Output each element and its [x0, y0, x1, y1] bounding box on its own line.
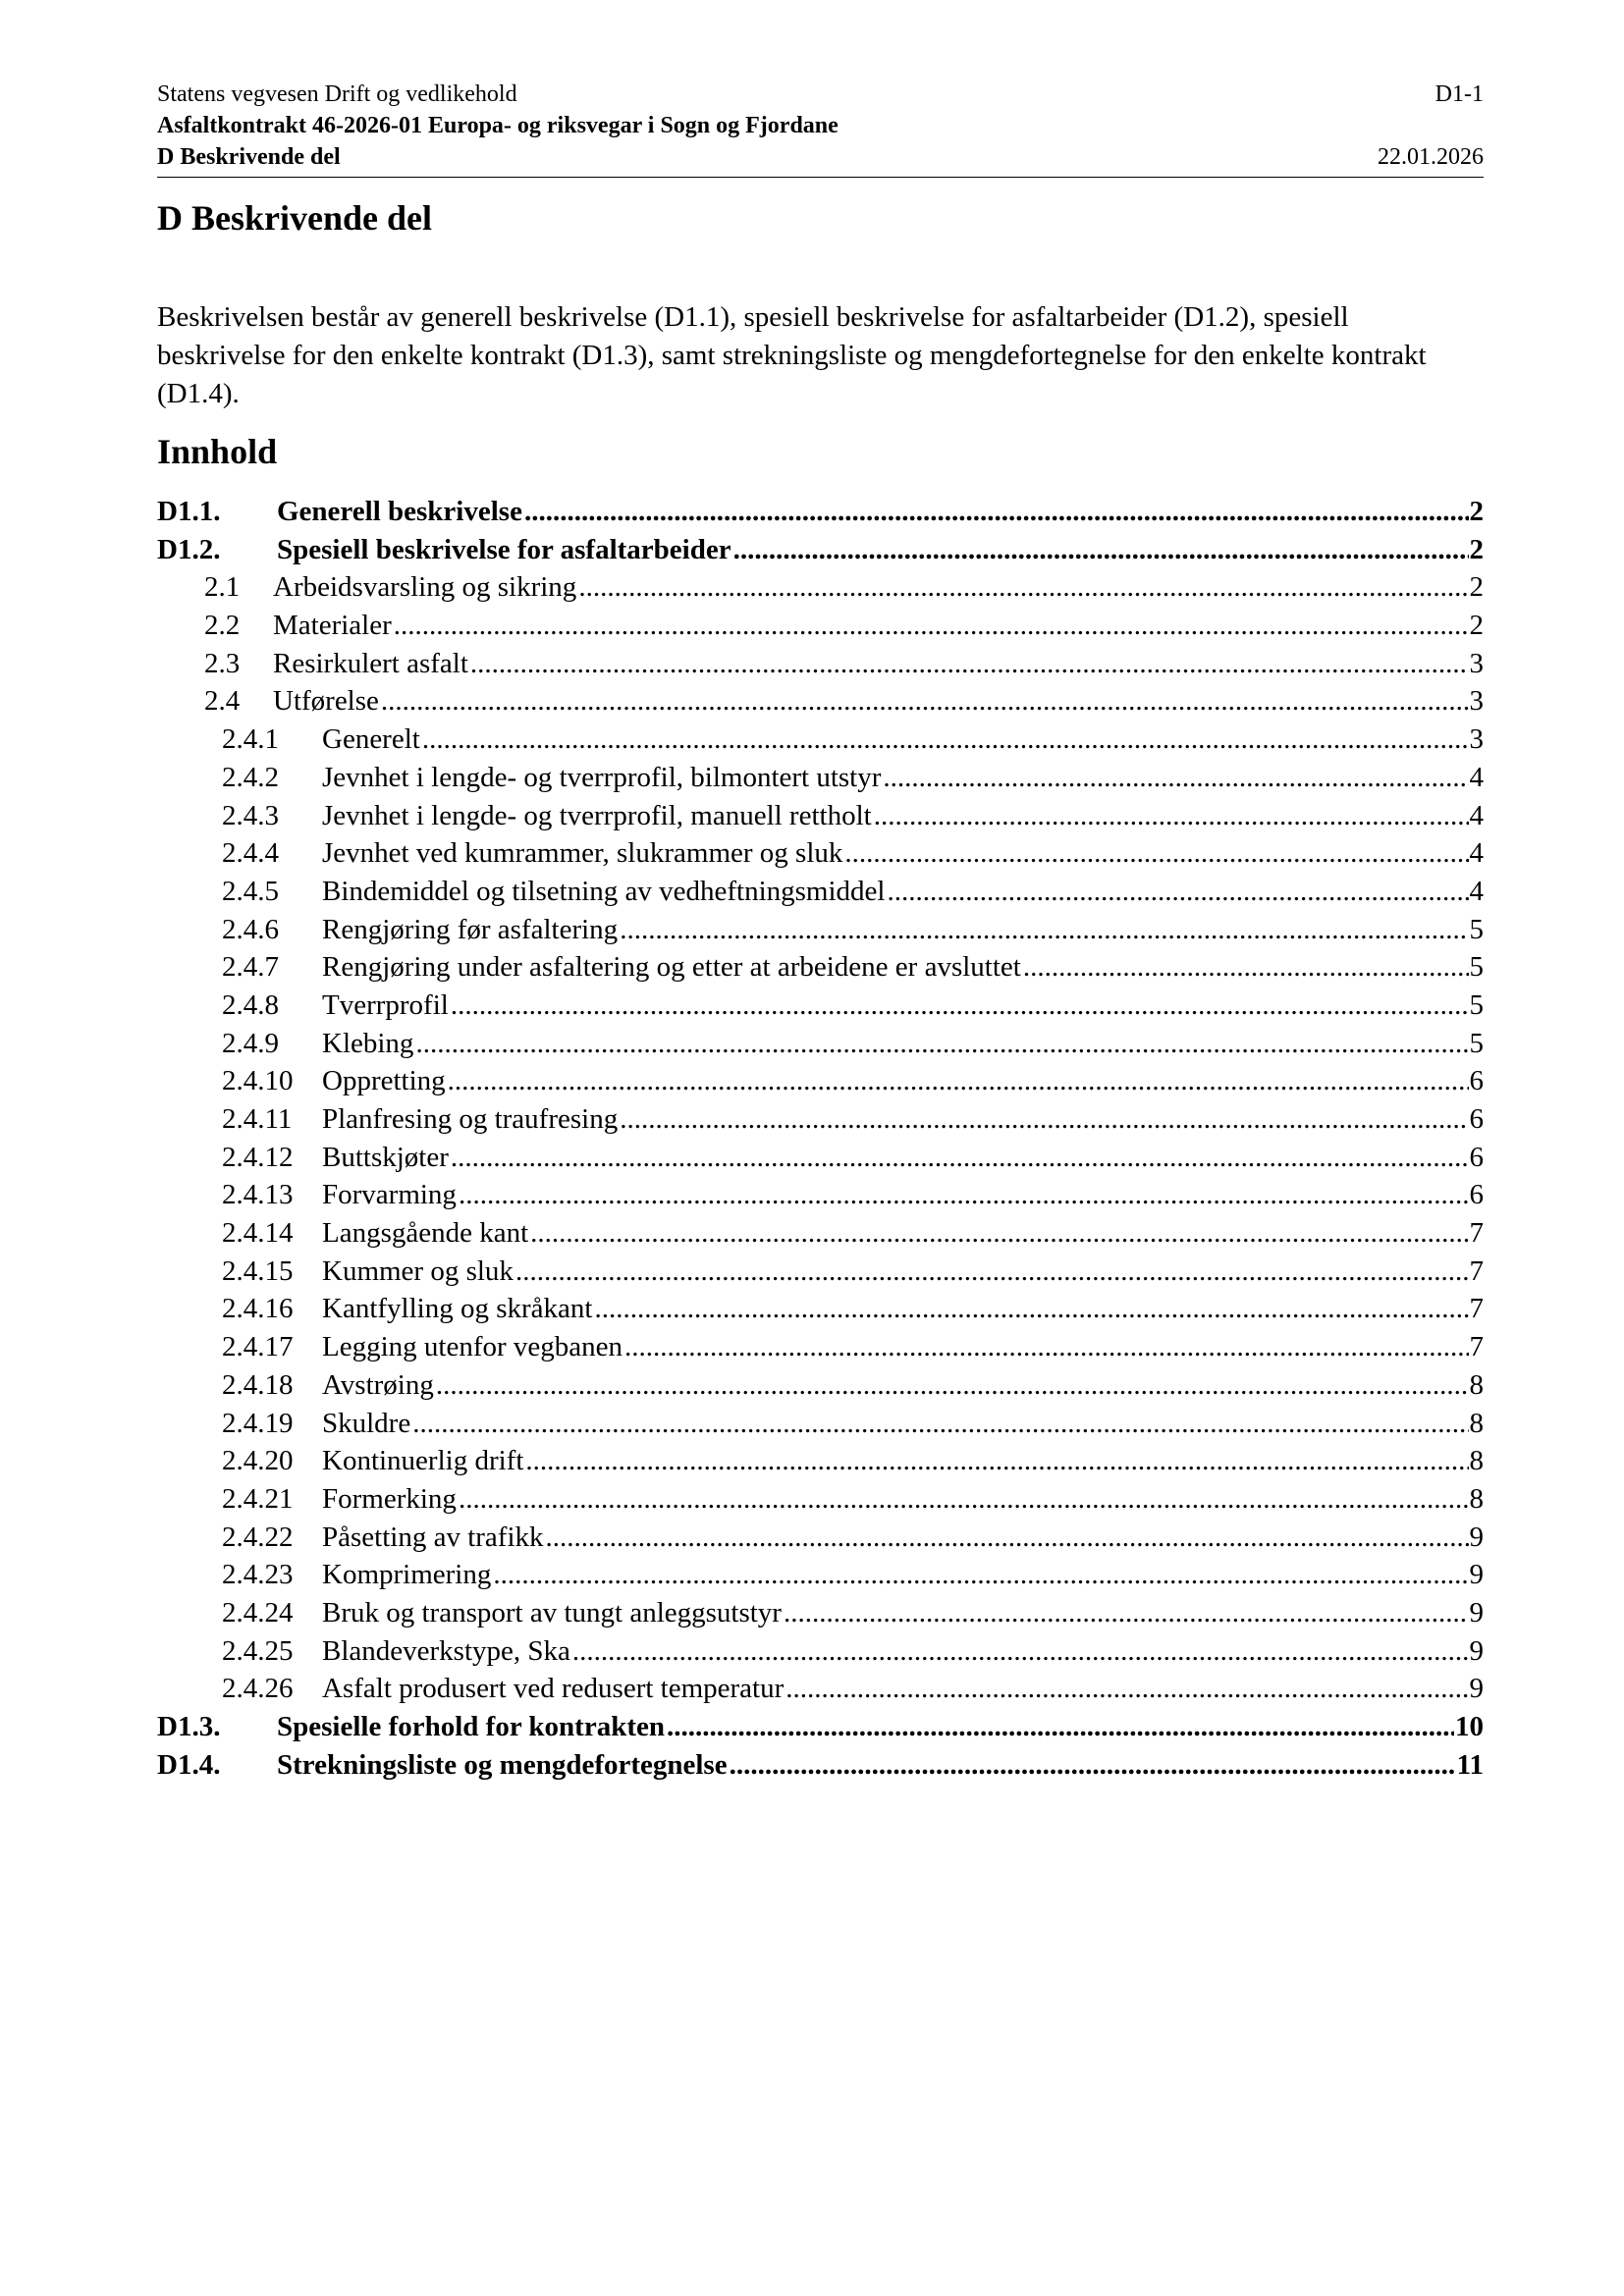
toc-entry-title: Skuldre	[322, 1407, 411, 1439]
toc-entry[interactable]	[157, 1100, 1484, 1139]
toc-dot-leader	[578, 568, 1468, 606]
toc-entry[interactable]	[157, 1366, 1484, 1405]
toc-entry-title: Kummer og sluk	[322, 1255, 514, 1287]
toc-dot-leader	[412, 1405, 1468, 1442]
toc-entry-page: 4	[1469, 761, 1484, 793]
header-contract: Asfaltkontrakt 46-2026-01 Europa- og riksvegar i Sogn og Fjordane	[157, 113, 839, 138]
toc-entry[interactable]	[157, 1746, 1484, 1785]
toc-entry-number: 2.4.11	[222, 1103, 293, 1135]
toc-entry-title: Rengjøring under asfaltering og etter at arbeidene er avsluttet	[322, 951, 1021, 984]
toc-entry-number: 2.4.22	[222, 1521, 294, 1553]
toc-entry-line	[322, 1594, 1484, 1631]
toc-entry-number: 2.4.6	[222, 913, 279, 945]
toc-entry-page: 8	[1469, 1407, 1484, 1439]
toc-entry[interactable]	[157, 1062, 1484, 1100]
toc-entry[interactable]	[157, 645, 1484, 683]
toc-entry-page: 2	[1469, 610, 1484, 642]
toc-entry-title: Asfalt produsert ved redusert temperatur	[322, 1673, 785, 1705]
toc-entry-line	[273, 607, 1484, 644]
toc-entry-number: 2.4.19	[222, 1407, 294, 1439]
toc-entry-line	[322, 873, 1484, 910]
header-row-2	[157, 110, 1484, 141]
toc-entry-page: 5	[1469, 1027, 1484, 1059]
toc-dot-leader	[572, 1632, 1469, 1670]
toc-entry-number: 2.4.25	[222, 1634, 294, 1667]
toc-entry-title: Materialer	[273, 610, 392, 642]
toc-dot-leader	[422, 721, 1469, 758]
toc-dot-leader	[887, 873, 1468, 910]
toc-entry-title: Kantfylling og skråkant	[322, 1293, 593, 1325]
toc-entry-page: 10	[1455, 1711, 1484, 1742]
toc-entry-number: 2.1	[204, 571, 241, 604]
toc-dot-leader	[624, 1328, 1468, 1365]
toc-entry-line	[322, 759, 1484, 796]
toc-entry-title: Spesielle forhold for kontrakten	[277, 1711, 665, 1742]
toc-entry[interactable]	[157, 721, 1484, 759]
page-title: D Beskrivende del	[157, 198, 433, 238]
toc-entry-page: 7	[1469, 1217, 1484, 1250]
toc-entry-page: 9	[1469, 1559, 1484, 1591]
toc-entry[interactable]	[157, 911, 1484, 949]
toc-entry[interactable]	[157, 682, 1484, 721]
toc-entry-line	[322, 1025, 1484, 1062]
toc-dot-leader	[546, 1519, 1469, 1556]
toc-entry-number: 2.4.26	[222, 1673, 294, 1705]
intro-paragraph: Beskrivelsen består av generell beskrivelse (D1.1), spesiell beskrivelse for asfaltarbeider (D1.2), spesiell beskrivelse for den enkelte kontrakt (D1.3), samt strekningsliste og mengdefortegnelse for den enkelte kontrakt (D1.4).	[157, 301, 1427, 409]
toc-entry-title: Jevnhet ved kumrammer, slukrammer og sluk	[322, 837, 843, 870]
toc-entry-number: 2.3	[204, 647, 241, 679]
toc-entry-title: Planfresing og traufresing	[322, 1103, 619, 1135]
toc-entry-line	[322, 1556, 1484, 1593]
toc-entry[interactable]	[157, 1290, 1484, 1328]
toc-entry[interactable]	[157, 1556, 1484, 1594]
toc-entry-page: 7	[1469, 1293, 1484, 1325]
toc-entry-title: Buttskjøter	[322, 1141, 449, 1173]
toc-dot-leader	[394, 607, 1469, 644]
toc-entry-page: 9	[1469, 1634, 1484, 1667]
toc-entry-number: 2.4.23	[222, 1559, 294, 1591]
toc-entry-line	[322, 1100, 1484, 1138]
toc-entry-page: 6	[1469, 1065, 1484, 1097]
toc-entry-page: 2	[1469, 533, 1484, 565]
toc-entry[interactable]	[157, 1253, 1484, 1291]
toc-dot-leader	[448, 1062, 1469, 1099]
toc-entry-number: 2.4.20	[222, 1445, 294, 1477]
toc-entry-line	[277, 493, 1484, 530]
toc-entry-number: 2.4.10	[222, 1065, 294, 1097]
toc-dot-leader	[785, 1670, 1468, 1707]
toc-entry-line	[322, 1366, 1484, 1404]
toc-entry-title: Forvarming	[322, 1179, 457, 1211]
toc-entry-line	[322, 1519, 1484, 1556]
header-page-ref: D1-1	[1435, 81, 1484, 107]
toc-entry-title: Jevnhet i lengde- og tverrprofil, bilmontert utstyr	[322, 761, 882, 793]
toc-dot-leader	[525, 1442, 1468, 1479]
toc-entry-number: 2.4.16	[222, 1293, 294, 1325]
toc-entry-number: D1.1.	[157, 496, 221, 527]
toc-entry-number: 2.4	[204, 685, 241, 718]
toc-entry[interactable]	[157, 1328, 1484, 1366]
toc-entry-page: 6	[1469, 1103, 1484, 1135]
toc-entry-page: 5	[1469, 913, 1484, 945]
toc-entry-line	[322, 1214, 1484, 1252]
toc-entry-title: Bruk og transport av tungt anleggsutstyr	[322, 1596, 782, 1629]
toc-entry[interactable]	[157, 987, 1484, 1025]
toc-dot-leader	[730, 1746, 1456, 1784]
toc-entry-page: 9	[1469, 1673, 1484, 1705]
toc-entry-title: Påsetting av trafikk	[322, 1521, 544, 1553]
toc-entry-number: 2.4.21	[222, 1482, 294, 1515]
header-row-3	[157, 141, 1484, 173]
toc-entry-page: 6	[1469, 1141, 1484, 1173]
toc-dot-leader	[620, 1100, 1468, 1138]
toc-dot-leader	[459, 1480, 1469, 1518]
toc-entry-line	[322, 1442, 1484, 1479]
toc-entry-page: 2	[1469, 571, 1484, 604]
toc-entry-page: 6	[1469, 1179, 1484, 1211]
toc-entry-number: 2.4.5	[222, 875, 279, 907]
toc-entry-number: 2.4.8	[222, 988, 279, 1021]
toc-dot-leader	[451, 987, 1469, 1024]
toc-dot-leader	[493, 1556, 1468, 1593]
toc-entry-page: 5	[1469, 951, 1484, 984]
toc-entry-line	[277, 1708, 1484, 1745]
toc-entry-line	[322, 911, 1484, 948]
toc-entry-line	[322, 1328, 1484, 1365]
toc-dot-leader	[844, 834, 1468, 872]
toc-entry-line	[322, 1405, 1484, 1442]
toc-entry[interactable]	[157, 797, 1484, 835]
toc-entry-line	[322, 1480, 1484, 1518]
toc-dot-leader	[784, 1594, 1469, 1631]
toc-entry-title: Formerking	[322, 1482, 457, 1515]
toc-dot-leader	[883, 759, 1468, 796]
toc-entry-page: 3	[1469, 647, 1484, 679]
toc-entry-title: Tverrprofil	[322, 988, 449, 1021]
toc-entry-number: D1.2.	[157, 533, 221, 565]
toc-entry-page: 5	[1469, 988, 1484, 1021]
toc-entry-line	[322, 1139, 1484, 1176]
toc-entry-page: 9	[1469, 1521, 1484, 1553]
toc-entry-number: 2.4.14	[222, 1217, 294, 1250]
toc-entry-number: D1.3.	[157, 1711, 221, 1742]
toc-entry-number: 2.4.2	[222, 761, 279, 793]
toc-dot-leader	[667, 1708, 1454, 1745]
toc-entry-line	[322, 1253, 1484, 1290]
toc-entry-number: 2.2	[204, 610, 241, 642]
toc-entry-page: 3	[1469, 723, 1484, 756]
toc-entry-page: 9	[1469, 1596, 1484, 1629]
toc-entry-line	[322, 1290, 1484, 1327]
toc-entry-line	[322, 1062, 1484, 1099]
toc-entry-line	[277, 1746, 1484, 1784]
toc-entry-number: 2.4.18	[222, 1368, 294, 1401]
header-divider	[157, 177, 1484, 178]
toc-dot-leader	[451, 1139, 1469, 1176]
toc-entry-line	[322, 1176, 1484, 1213]
toc-entry[interactable]	[157, 834, 1484, 873]
toc-entry-title: Klebing	[322, 1027, 414, 1059]
toc-entry-line	[322, 987, 1484, 1024]
toc-dot-leader	[594, 1290, 1468, 1327]
toc-heading: Innhold	[157, 432, 278, 471]
toc-entry-line	[322, 797, 1484, 834]
toc-entry-title: Spesiell beskrivelse for asfaltarbeider	[277, 533, 731, 565]
toc-entry[interactable]	[157, 1480, 1484, 1519]
toc-entry-title: Rengjøring før asfaltering	[322, 913, 619, 945]
toc-entry-title: Langsgående kant	[322, 1217, 529, 1250]
toc-entry-page: 7	[1469, 1331, 1484, 1363]
header-org: Statens vegvesen Drift og vedlikehold	[157, 81, 517, 107]
toc-entry-line	[322, 1670, 1484, 1707]
toc-entry-title: Strekningsliste og mengdefortegnelse	[277, 1748, 728, 1781]
toc-entry[interactable]	[157, 1670, 1484, 1708]
toc-entry-title: Arbeidsvarsling og sikring	[273, 571, 577, 604]
page-header	[157, 79, 1484, 173]
toc-entry-title: Legging utenfor vegbanen	[322, 1331, 623, 1363]
toc-entry[interactable]	[157, 1519, 1484, 1557]
toc-dot-leader	[524, 493, 1469, 530]
toc-entry[interactable]	[157, 873, 1484, 911]
toc-entry-title: Resirkulert asfalt	[273, 647, 468, 679]
toc-entry-title: Blandeverkstype, Ska	[322, 1634, 570, 1667]
toc-dot-leader	[459, 1176, 1469, 1213]
toc-entry-line	[273, 682, 1484, 720]
header-section: D Beskrivende del	[157, 144, 341, 170]
toc-entry[interactable]	[157, 531, 1484, 569]
toc-dot-leader	[470, 645, 1469, 682]
toc-entry-title: Bindemiddel og tilsetning av vedheftningsmiddel	[322, 875, 886, 907]
toc-entry-title: Komprimering	[322, 1559, 492, 1591]
toc-entry[interactable]	[157, 1214, 1484, 1253]
toc-entry-number: 2.4.7	[222, 951, 279, 984]
toc-entry[interactable]	[157, 568, 1484, 607]
toc-entry-number: 2.4.13	[222, 1179, 294, 1211]
toc-entry-number: 2.4.15	[222, 1255, 294, 1287]
toc-entry-line	[322, 948, 1484, 986]
toc-entry-line	[322, 721, 1484, 758]
toc-entry-page: 4	[1469, 875, 1484, 907]
toc-entry-number: 2.4.9	[222, 1027, 279, 1059]
toc-entry[interactable]	[157, 1708, 1484, 1746]
toc-dot-leader	[515, 1253, 1469, 1290]
toc-entry-number: 2.4.1	[222, 723, 279, 756]
toc-entry[interactable]	[157, 1025, 1484, 1063]
toc-entry-title: Generell beskrivelse	[277, 496, 522, 527]
toc-entry-page: 8	[1469, 1482, 1484, 1515]
toc-entry-line	[322, 834, 1484, 872]
toc-dot-leader	[415, 1025, 1468, 1062]
toc-entry-page: 3	[1469, 685, 1484, 718]
toc-entry[interactable]	[157, 1632, 1484, 1671]
toc-entry[interactable]	[157, 759, 1484, 797]
table-of-contents	[157, 493, 1484, 1784]
toc-entry-page: 7	[1469, 1255, 1484, 1287]
toc-entry[interactable]	[157, 493, 1484, 531]
toc-entry-number: 2.4.24	[222, 1596, 294, 1629]
toc-entry-number: D1.4.	[157, 1748, 221, 1781]
toc-entry-title: Generelt	[322, 723, 420, 756]
toc-entry[interactable]	[157, 1139, 1484, 1177]
toc-dot-leader	[381, 682, 1469, 720]
toc-dot-leader	[436, 1366, 1469, 1404]
toc-entry-title: Oppretting	[322, 1065, 446, 1097]
toc-entry[interactable]	[157, 1176, 1484, 1214]
toc-entry-number: 2.4.12	[222, 1141, 294, 1173]
toc-entry-page: 4	[1469, 837, 1484, 870]
toc-entry[interactable]	[157, 948, 1484, 987]
toc-entry-line	[273, 568, 1484, 606]
toc-entry-title: Avstrøing	[322, 1368, 434, 1401]
toc-entry-title: Kontinuerlig drift	[322, 1445, 524, 1477]
toc-entry[interactable]	[157, 1405, 1484, 1443]
toc-dot-leader	[874, 797, 1469, 834]
toc-entry-page: 8	[1469, 1445, 1484, 1477]
toc-entry-page: 2	[1469, 496, 1484, 527]
toc-entry[interactable]	[157, 607, 1484, 645]
toc-entry-number: 2.4.17	[222, 1331, 294, 1363]
header-date: 22.01.2026	[1378, 144, 1484, 170]
toc-entry-number: 2.4.3	[222, 799, 279, 831]
toc-dot-leader	[530, 1214, 1468, 1252]
toc-entry-line	[273, 645, 1484, 682]
toc-entry-page: 4	[1469, 799, 1484, 831]
toc-entry-page: 8	[1469, 1368, 1484, 1401]
header-row-1	[157, 79, 1484, 110]
toc-entry[interactable]	[157, 1594, 1484, 1632]
toc-entry-line	[322, 1632, 1484, 1670]
toc-entry-line	[277, 531, 1484, 568]
toc-entry-title: Jevnhet i lengde- og tverrprofil, manuell rettholt	[322, 799, 872, 831]
toc-dot-leader	[620, 911, 1468, 948]
toc-entry-title: Utførelse	[273, 685, 379, 718]
toc-dot-leader	[1023, 948, 1469, 986]
toc-entry[interactable]	[157, 1442, 1484, 1480]
toc-entry-page: 11	[1456, 1748, 1484, 1781]
toc-dot-leader	[733, 531, 1469, 568]
toc-entry-number: 2.4.4	[222, 837, 279, 870]
